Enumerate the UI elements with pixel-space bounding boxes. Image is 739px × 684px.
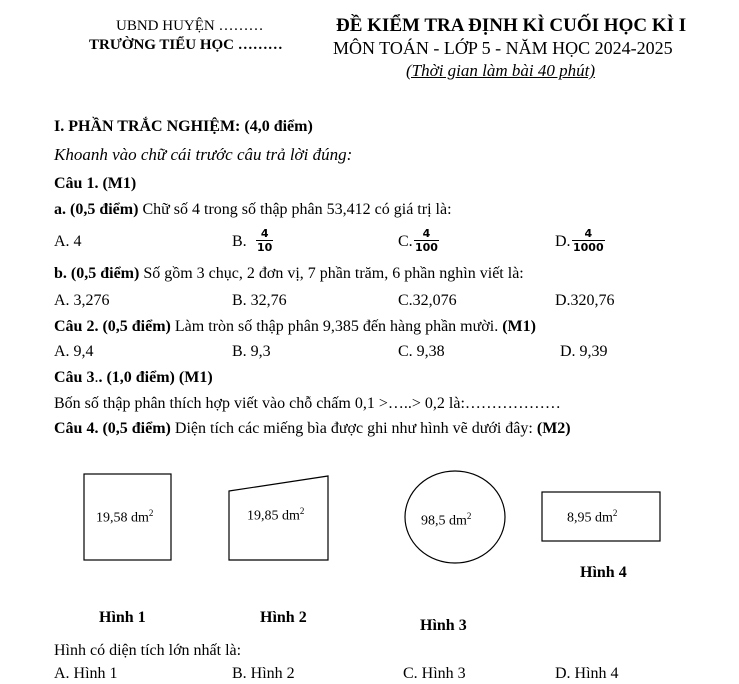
q2-option-d[interactable]: D. 9,39	[560, 343, 608, 360]
shape-4-caption: Hình 4	[580, 564, 627, 581]
exam-subject: MÔN TOÁN - LỚP 5 - NĂM HỌC 2024-2025	[333, 38, 673, 58]
q2-label: Câu 2. (0,5 điểm)	[54, 318, 171, 335]
section-title: I. PHẦN TRẮC NGHIỆM: (4,0 điểm)	[54, 118, 313, 135]
q1b-option-c[interactable]: C.32,076	[398, 292, 457, 309]
shape-2-caption: Hình 2	[260, 609, 307, 626]
shape-3-caption: Hình 3	[420, 617, 467, 634]
q2-level: (M1)	[502, 318, 536, 335]
shape-4-area: 8,95 $dm^2$	[567, 508, 618, 526]
school-name: TRƯỜNG TIỂU HỌC ………	[89, 37, 283, 53]
shape-1-area: 19,58 $dm^2$	[96, 508, 154, 526]
q1a-option-d-prefix[interactable]: D.	[555, 233, 571, 250]
shape-1-caption: Hình 1	[99, 609, 146, 626]
q2-option-c[interactable]: C. 9,38	[398, 343, 445, 360]
q1b-label: b. (0,5 điểm)	[54, 265, 140, 282]
q1a-option-b-prefix[interactable]: B.	[232, 233, 247, 250]
q1b-option-d[interactable]: D.320,76	[555, 292, 615, 309]
section-instruction: Khoanh vào chữ cái trước câu trả lời đúng:	[54, 145, 353, 164]
q1a-text: Chữ số 4 trong số thập phân 53,412 có giá trị là:	[138, 201, 452, 218]
q3-label-dot: .	[94, 369, 99, 386]
q1b-text: Số gồm 3 chục, 2 đơn vị, 7 phần trăm, 6 phần nghìn viết là:	[139, 265, 524, 282]
school-district: UBND HUYỆN ………	[116, 18, 264, 34]
fraction-denominator: 100	[415, 241, 438, 254]
q2-option-a[interactable]: A. 9,4	[54, 343, 94, 360]
q4-option-b[interactable]: B. Hình 2	[232, 665, 295, 682]
q4-text: Diện tích các miếng bìa được ghi như hình vẽ dưới đây:	[170, 420, 537, 437]
q1b-option-b[interactable]: B. 32,76	[232, 292, 287, 309]
fraction-numerator: 4	[260, 227, 269, 240]
fraction-numerator: 4	[584, 227, 593, 240]
q1a-option-c-prefix[interactable]: C.	[398, 233, 413, 250]
q4-level: (M2)	[536, 420, 571, 437]
q4-option-d[interactable]: D. Hình 4	[555, 665, 619, 682]
q1b-option-a[interactable]: A. 3,276	[54, 292, 110, 309]
q2-text: Làm tròn số thập phân 9,385 đến hàng phần mười.	[170, 318, 503, 335]
shape-3-area: 98,5 $dm^2$	[421, 511, 472, 529]
q3-label-main: Câu 3	[54, 369, 95, 386]
q4-option-c[interactable]: C. Hình 3	[403, 665, 466, 682]
fraction-denominator: 10	[257, 241, 273, 254]
exam-time: (Thời gian làm bài 40 phút)	[406, 61, 595, 80]
fraction-numerator: 4	[422, 227, 431, 240]
q1-title: Câu 1. (M1)	[54, 175, 137, 192]
q3-label-points: . (1,0 điểm) (M1)	[98, 369, 213, 386]
q2-option-b[interactable]: B. 9,3	[232, 343, 271, 360]
q4-label: Câu 4. (0,5 điểm)	[54, 420, 171, 437]
exam-title: ĐỀ KIỂM TRA ĐỊNH KÌ CUỐI HỌC KÌ I	[336, 15, 687, 36]
q1a-option-a[interactable]: A. 4	[54, 233, 82, 250]
q3-question: Bốn số thập phân thích hợp viết vào chỗ chấm 0,1 >…..> 0,2 là:………………	[54, 395, 561, 412]
shape-2-area: 19,85 $dm^2$	[247, 506, 305, 524]
q1a-label: a. (0,5 điểm)	[54, 201, 139, 218]
q4-option-a[interactable]: A. Hình 1	[54, 665, 118, 682]
fraction-denominator: 1000	[573, 241, 604, 254]
q4-prompt: Hình có diện tích lớn nhất là:	[54, 642, 242, 659]
